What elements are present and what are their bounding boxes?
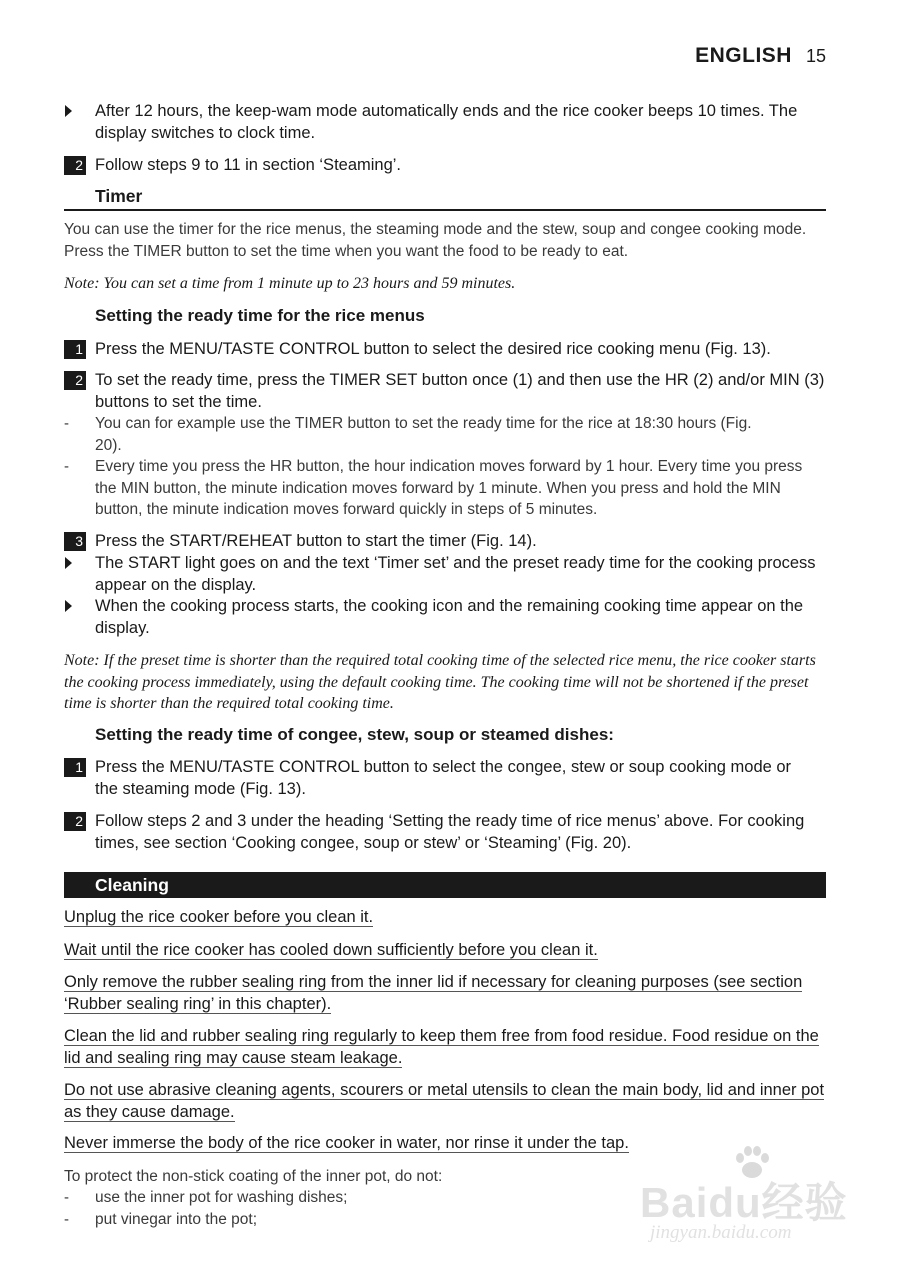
- page-header: [695, 44, 826, 68]
- cleaning-warning: [64, 1080, 826, 1123]
- page-number: 15: [805, 46, 826, 66]
- intro-bullet-text: After 12 hours, the keep-wam mode automatically ends and the rice cooker beeps 10 times. The display switches to clock time.: [95, 102, 798, 142]
- timer-paragraph: You can use the timer for the rice menus, the steaming mode and the stew, soup and congee cooking mode. Press the TIMER button to set the time when you want the food to be ready to eat.: [64, 221, 807, 260]
- rice-dash-2: [64, 456, 826, 521]
- rice-step-3-text: Press the START/REHEAT button to start the timer (Fig. 14).: [95, 532, 537, 550]
- rice-dash-2-text: Every time you press the HR button, the hour indication moves forward by 1 hour. Every time you press the MIN button, the minute indication moves forward by 1 minute. When you press and hold the MIN button, the minute indication moves forward quickly in steps of 5 minutes.: [95, 458, 803, 518]
- rice-step-3: [64, 531, 826, 553]
- cleaning-warning-text: Wait until the rice cooker has cooled down sufficiently before you clean it.: [64, 941, 598, 959]
- cleaning-warning: [64, 907, 826, 929]
- bullet-marker-icon: [64, 101, 95, 122]
- watermark-url: jingyan.baidu.com: [650, 1222, 792, 1243]
- dash-marker: -: [64, 1189, 69, 1206]
- bullet-marker-icon: [64, 596, 95, 617]
- protect-dash-2-text: put vinegar into the pot;: [95, 1211, 258, 1228]
- rice-step-2-text: To set the ready time, press the TIMER SET button once (1) and then use the HR (2) and/or MIN (3) buttons to set the time.: [95, 371, 825, 411]
- cleaning-warning-text: Clean the lid and rubber sealing ring regularly to keep them free from food residue. Food residue on the lid and sealing ring may cause steam leakage.: [64, 1027, 819, 1067]
- congee-step-1: [64, 757, 826, 800]
- rice-bullet-2-text: When the cooking process starts, the cooking icon and the remaining cooking time appear on the display.: [95, 597, 804, 637]
- cleaning-warning-text: Only remove the rubber sealing ring from the inner lid if necessary for cleaning purposes (see section ‘Rubber sealing ring’ in this chapter).: [64, 973, 803, 1013]
- step-number-badge: 2: [64, 156, 86, 175]
- rice-note: Note: If the preset time is shorter than the required total cooking time of the selected rice menu, the rice cooker starts the cooking process immediately, using the default cooking time. The cooking time will not be shortened if the preset time is shorter than the required total cooking time.: [64, 652, 816, 712]
- congee-step-1-text: Press the MENU/TASTE CONTROL button to select the congee, stew or soup cooking mode or the steaming mode (Fig. 13).: [95, 758, 792, 798]
- cleaning-warning: [64, 1026, 826, 1069]
- dash-marker: -: [64, 458, 69, 475]
- cleaning-warning: [64, 940, 826, 962]
- cleaning-warning: [64, 1133, 826, 1155]
- rice-dash-1-text: You can for example use the TIMER button to set the ready time for the rice at 18:30 hours (Fig. 20).: [95, 415, 752, 454]
- dash-marker: -: [64, 1211, 69, 1228]
- step-number-badge: 3: [64, 532, 86, 551]
- step-number-badge: 1: [64, 758, 86, 777]
- congee-subheading: Setting the ready time of congee, stew, soup or steamed dishes:: [95, 725, 614, 744]
- rice-dash-1: [64, 413, 826, 456]
- protect-dash-1-text: use the inner pot for washing dishes;: [95, 1189, 348, 1206]
- rice-step-1: [64, 339, 826, 361]
- congee-step-2: [64, 811, 826, 854]
- step-number-badge: 2: [64, 371, 86, 390]
- dash-marker: -: [64, 415, 69, 432]
- intro-bullet: [64, 101, 826, 144]
- rice-bullet-1-text: The START light goes on and the text ‘Timer set’ and the preset ready time for the cooking process appear on the display.: [95, 554, 816, 594]
- timer-heading: Timer: [64, 186, 826, 211]
- cleaning-warning-text: Unplug the rice cooker before you clean it.: [64, 908, 374, 926]
- rice-subheading: Setting the ready time for the rice menus: [95, 306, 425, 325]
- cleaning-warning-text: Do not use abrasive cleaning agents, scourers or metal utensils to clean the main body, lid and inner pot as they cause damage.: [64, 1081, 825, 1121]
- language-label: ENGLISH: [695, 44, 792, 67]
- cleaning-warning: [64, 972, 826, 1015]
- intro-step-2: [64, 155, 826, 177]
- timer-note: Note: You can set a time from 1 minute up to 23 hours and 59 minutes.: [64, 275, 516, 292]
- step-number-badge: 2: [64, 812, 86, 831]
- congee-step-2-text: Follow steps 2 and 3 under the heading ‘Setting the ready time of rice menus’ above. For cooking times, see section ‘Cooking congee, soup or stew’ or ‘Steaming’ (Fig. 20).: [95, 812, 805, 852]
- rice-step-2: [64, 370, 826, 413]
- step-number-badge: 1: [64, 340, 86, 359]
- watermark-brand: Baidu经验: [640, 1179, 848, 1226]
- cleaning-heading: Cleaning: [64, 872, 826, 898]
- cleaning-warning-text: Never immerse the body of the rice cooker in water, nor rinse it under the tap.: [64, 1134, 629, 1152]
- rice-bullet-1: [64, 553, 826, 596]
- rice-bullet-2: [64, 596, 826, 639]
- protect-intro: To protect the non-stick coating of the inner pot, do not:: [64, 1168, 443, 1185]
- bullet-marker-icon: [64, 553, 95, 574]
- rice-step-1-text: Press the MENU/TASTE CONTROL button to select the desired rice cooking menu (Fig. 13).: [95, 340, 771, 358]
- intro-step-2-text: Follow steps 9 to 11 in section ‘Steaming’.: [95, 156, 402, 174]
- baidu-watermark: [640, 1160, 855, 1260]
